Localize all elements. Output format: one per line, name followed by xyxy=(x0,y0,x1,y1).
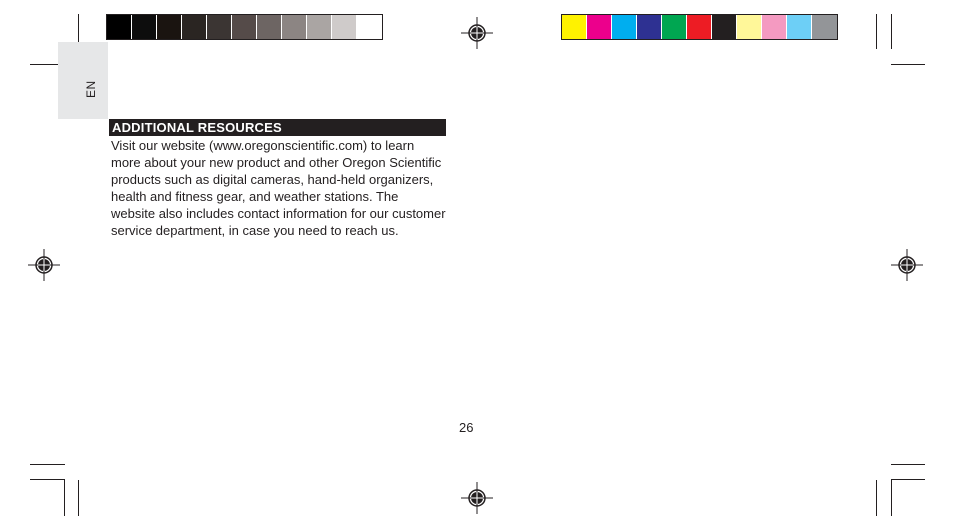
grayscale-swatch xyxy=(207,15,232,39)
grayscale-swatch xyxy=(157,15,182,39)
grayscale-swatch xyxy=(257,15,282,39)
registration-mark-icon xyxy=(28,249,60,281)
process-swatch xyxy=(762,15,787,39)
crop-mark-bottom-right-v xyxy=(876,480,877,516)
grayscale-swatch xyxy=(332,15,357,39)
grayscale-swatch xyxy=(282,15,307,39)
crop-mark-bottom-right-h xyxy=(891,464,925,465)
registration-mark-icon xyxy=(461,482,493,514)
process-swatch xyxy=(787,15,812,39)
process-swatch xyxy=(562,15,587,39)
language-tab: EN xyxy=(84,80,98,98)
crop-mark-bottom-left-v2 xyxy=(78,480,79,516)
grayscale-swatch xyxy=(357,15,382,39)
grayscale-swatch xyxy=(307,15,332,39)
process-swatch xyxy=(637,15,662,39)
crop-mark-bottom-left-v xyxy=(64,480,65,516)
crop-mark-top-right-v2 xyxy=(891,14,892,49)
process-swatch xyxy=(662,15,687,39)
process-swatch xyxy=(712,15,737,39)
registration-mark-icon xyxy=(461,17,493,49)
crop-mark-bottom-right-h2 xyxy=(891,479,925,480)
crop-mark-top-right-v xyxy=(876,14,877,49)
process-swatch xyxy=(687,15,712,39)
crop-mark-top-right-h xyxy=(891,64,925,65)
grayscale-swatch xyxy=(232,15,257,39)
process-swatch xyxy=(812,15,837,39)
process-swatch xyxy=(587,15,612,39)
crop-mark-bottom-left-h2 xyxy=(30,479,65,480)
process-color-bar xyxy=(561,14,838,40)
grayscale-swatch xyxy=(107,15,132,39)
language-tab-background xyxy=(58,42,108,119)
crop-mark-bottom-right-v2 xyxy=(891,480,892,516)
crop-mark-bottom-left-h xyxy=(30,464,65,465)
section-title: ADDITIONAL RESOURCES xyxy=(109,119,446,136)
grayscale-swatch xyxy=(132,15,157,39)
page-number: 26 xyxy=(459,420,474,435)
registration-mark-icon xyxy=(891,249,923,281)
process-swatch xyxy=(612,15,637,39)
grayscale-color-bar xyxy=(106,14,383,40)
process-swatch xyxy=(737,15,762,39)
section-body: Visit our website (www.oregonscientific.com) to learn more about your new product and other Oregon Scientific products such as digital cameras, hand-held organizers, health and fitness gear, and weather stations. The website also includes contact information for our customer service department, in case you need to reach us. xyxy=(111,138,446,238)
grayscale-swatch xyxy=(182,15,207,39)
